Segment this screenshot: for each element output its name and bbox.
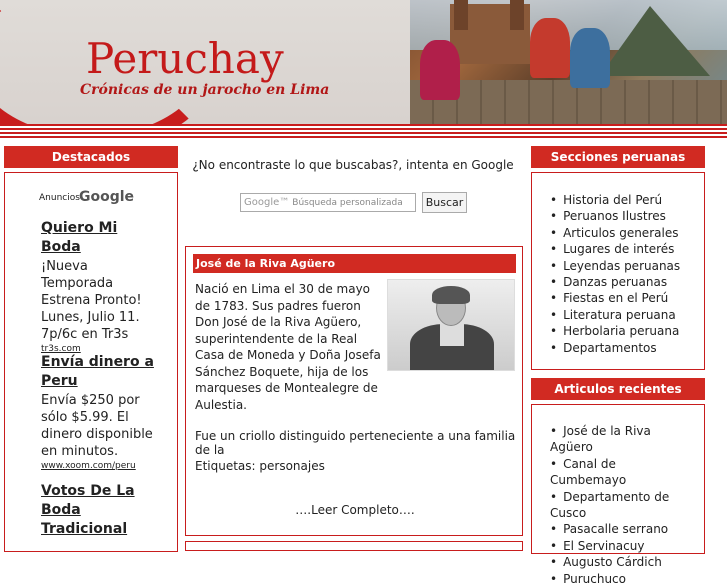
- post-portrait-image: [387, 279, 515, 371]
- left-sidebar: [4, 172, 178, 552]
- header-stripes: [0, 124, 727, 140]
- recent-article-link[interactable]: • Puruchuco: [550, 571, 690, 587]
- ad-title[interactable]: Votos De La Boda Tradicional: [41, 483, 135, 537]
- recent-article-link[interactable]: • Departamento de Cusco: [550, 489, 690, 522]
- search-prompt: ¿No encontraste lo que buscabas?, intenta en Google: [192, 158, 514, 172]
- recent-article-link[interactable]: • José de la Riva Agüero: [550, 423, 690, 456]
- post-excerpt: Nació en Lima el 30 de mayo de 1783. Sus padres fueron Don José de la Riva Agüero, superintendente de la Real Casa de Moneda y Doña Josefa Sánchez Boquete, hija de los marqueses de Montealegre de Aulestia.: [195, 282, 381, 412]
- recent-article-link[interactable]: • El Servinacuy: [550, 538, 690, 554]
- section-link[interactable]: • Danzas peruanas: [550, 274, 680, 290]
- ad-item: [41, 353, 161, 472]
- site-header: [0, 0, 727, 140]
- ad-text: ¡Nueva Temporada Estrena Pronto! Lunes, Julio 11. 7p/6c en Tr3s: [41, 259, 142, 342]
- search-placeholder: Búsqueda personalizada: [292, 198, 403, 208]
- ads-label[interactable]: Anuncios: [39, 193, 80, 203]
- left-sidebar-title: Destacados: [4, 146, 178, 168]
- ad-title[interactable]: Envía dinero a Peru: [41, 354, 154, 389]
- ad-item: [41, 482, 161, 539]
- sections-panel: [531, 172, 705, 370]
- ad-url[interactable]: www.xoom.com/peru: [41, 461, 136, 471]
- section-link[interactable]: • Departamentos: [550, 340, 680, 356]
- section-link[interactable]: • Leyendas peruanas: [550, 258, 680, 274]
- ad-text: Envía $250 por sólo $5.99. El dinero disponible en minutos.: [41, 393, 153, 459]
- next-post: [185, 541, 523, 551]
- recent-article-link[interactable]: • Canal de Cumbemayo: [550, 456, 690, 489]
- sections-title: Secciones peruanas: [531, 146, 705, 168]
- search-button[interactable]: Buscar: [422, 192, 467, 213]
- post: [185, 246, 523, 536]
- section-link[interactable]: • Articulos generales: [550, 225, 680, 241]
- recent-article-link[interactable]: • Pasacalle serrano: [550, 521, 690, 537]
- recent-articles-panel: [531, 404, 705, 586]
- post-excerpt-continued: Fue un criollo distinguido perteneciente a una familia de la: [195, 429, 516, 457]
- section-link[interactable]: • Herbolaria peruana: [550, 323, 680, 339]
- google-watermark: Google™: [244, 197, 290, 208]
- section-link[interactable]: • Lugares de interés: [550, 241, 680, 257]
- section-link[interactable]: • Fiestas en el Perú: [550, 290, 680, 306]
- search-input[interactable]: [240, 193, 416, 212]
- ad-item: [41, 219, 161, 355]
- recent-articles-list: [550, 423, 690, 587]
- section-link[interactable]: • Historia del Perú: [550, 192, 680, 208]
- post-title[interactable]: José de la Riva Agüero: [193, 254, 516, 273]
- header-banner-image: [410, 0, 727, 124]
- google-ads-logo[interactable]: Google: [79, 189, 135, 205]
- recent-articles-title: Articulos recientes: [531, 378, 705, 400]
- recent-article-link[interactable]: • Augusto Cárdich: [550, 554, 690, 570]
- site-tagline: Crónicas de un jarocho en Lima: [80, 82, 330, 98]
- post-tags[interactable]: Etiquetas: personajes: [195, 459, 325, 473]
- site-title[interactable]: Peruchay: [86, 34, 284, 83]
- ad-url[interactable]: tr3s.com: [41, 344, 81, 354]
- section-link[interactable]: • Literatura peruana: [550, 307, 680, 323]
- sections-list: [550, 192, 680, 356]
- read-more-link[interactable]: ….Leer Completo….: [295, 503, 415, 517]
- ad-title[interactable]: Quiero Mi Boda: [41, 220, 118, 255]
- section-link[interactable]: • Peruanos Ilustres: [550, 208, 680, 224]
